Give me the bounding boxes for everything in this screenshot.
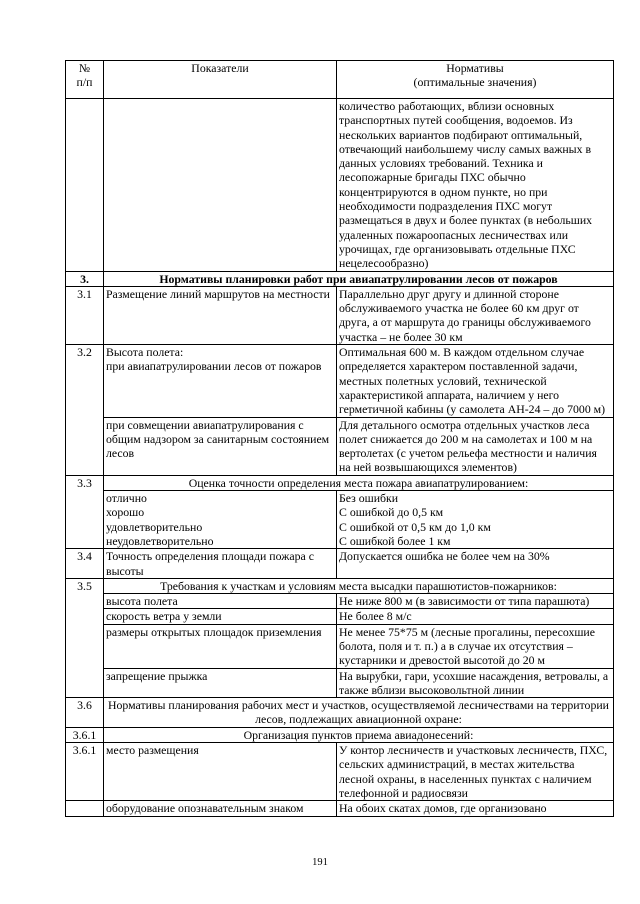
norm-cell: Без ошибки С ошибкой до 0,5 км С ошибкой от 0,5 км до 1,0 км С ошибкой более 1 км [337, 491, 614, 549]
table-row [66, 668, 614, 698]
row-3-4 [66, 549, 614, 579]
section-3-row [66, 271, 614, 286]
indicator-cell: размеры открытых площадок приземления [104, 624, 337, 668]
table-row [66, 594, 614, 609]
row-number: 3.6.1 [66, 743, 104, 801]
norm-cell: У контор лесничеств и участковых лесничеств, ПХС, сельских администраций, в местах жительства лесной охраны, в населенных пунктах с наличием телефонной и радиосвязи [337, 743, 614, 801]
subsection-title: Оценка точности определения места пожара авиапатрулированием: [104, 475, 614, 490]
row-number: 3.5 [66, 578, 104, 697]
row-number: 3.3 [66, 475, 104, 548]
norm-cell: Не ниже 800 м (в зависимости от типа парашюта) [337, 594, 614, 609]
indicator-cell: высота полета [104, 594, 337, 609]
table-row [66, 743, 614, 801]
section-number: 3. [66, 271, 104, 286]
indicator-cell: скорость ветра у земли [104, 609, 337, 624]
header-norms-cell: Нормативы (оптимальные значения) [337, 61, 614, 99]
continuation-text: количество работающих, вблизи основных транспортных путей сообщения, водоемов. Из нескольких вариантов подбирают оптимальный, отвечающий наибольшему числу самых важных в данных условиях требований. Техника и лесопожарные бригады ПХС обычно концентрируются в одном пункте, но при необходимости подразделения ПХС могут размещаться в двух и более пунктах (в небольших удаленных пожароопасных лесничествах или урочищах, где организовывать отдельные ПХС нецелесообразно) [337, 99, 614, 272]
table-row [66, 609, 614, 624]
subsection-title: Нормативы планирования рабочих мест и участков, осуществляемой лесничествами на территории лесов, подлежащих авиационной охране: [104, 698, 614, 728]
row-number: 3.4 [66, 549, 104, 579]
indicator-cell: Точность определения площади пожара с высоты [104, 549, 337, 579]
row-3-2 [66, 345, 614, 417]
norm-cell: Не менее 75*75 м (лесные прогалины, пересохшие болота, поля и т. п.) а в случае их отсутствия – кустарники и древостой высотой до 20 м [337, 624, 614, 668]
norm-cell: Оптимальная 600 м. В каждом отдельном случае определяется характером поставленной задачи, местных полетных условий, технической характеристикой аппарата, наличием у него герметичной кабины (у самолета АН-24 – до 7000 м) [337, 345, 614, 417]
page-number: 191 [312, 857, 328, 868]
continuation-row [66, 99, 614, 272]
row-number: 3.2 [66, 345, 104, 476]
norm-cell: Допускается ошибка не более чем на 30% [337, 549, 614, 579]
indicator-cell: Высота полета: при авиапатрулировании лесов от пожаров [104, 345, 337, 417]
row-3-3-grades [66, 491, 614, 549]
norm-cell: Для детального осмотра отдельных участков леса полет снижается до 200 м на самолетах и 100 м на вертолетах (с учетом рельефа местности и наличия на ней возвышающихся элементов) [337, 417, 614, 475]
table-header-row [66, 61, 614, 99]
norm-cell: Не более 8 м/с [337, 609, 614, 624]
row-3-6 [66, 698, 614, 728]
row-number: 3.1 [66, 286, 104, 344]
indicator-cell: оборудование опознавательным знаком [104, 801, 337, 816]
norm-cell: На обоих скатах домов, где организовано [337, 801, 614, 816]
norm-cell: Параллельно друг другу и длинной стороне обслуживаемого участка не более 60 км друг от друга, а от маршрута до границы обслуживаемого участка – не более 30 км [337, 286, 614, 344]
norms-table [65, 60, 614, 817]
indicator-cell: запрещение прыжка [104, 668, 337, 698]
norm-cell: На вырубки, гари, усохшие насаждения, ветровалы, а также вблизи высоковольтной линии [337, 668, 614, 698]
indicator-cell: при совмещении авиапатрулирования с общим надзором за санитарным состоянием лесов [104, 417, 337, 475]
subsection-title: Требования к участкам и условиям места высадки парашютистов-пожарников: [104, 578, 614, 593]
row-3-2-sub [66, 417, 614, 475]
row-number: 3.6 [66, 698, 104, 728]
header-indicators-cell: Показатели [104, 61, 337, 99]
row-3-5 [66, 578, 614, 593]
section-title: Нормативы планировки работ при авиапатрулировании лесов от пожаров [104, 271, 614, 286]
row-number [66, 801, 104, 816]
row-3-3 [66, 475, 614, 490]
header-number-cell: № п/п [66, 61, 104, 99]
indicator-cell: место размещения [104, 743, 337, 801]
row-3-1 [66, 286, 614, 344]
table-row [66, 801, 614, 816]
subsection-title: Организация пунктов приема авиадонесений: [104, 727, 614, 742]
indicator-cell: отлично хорошо удовлетворительно неудовлетворительно [104, 491, 337, 549]
row-3-6-1 [66, 727, 614, 742]
table-row [66, 624, 614, 668]
row-number: 3.6.1 [66, 727, 104, 742]
indicator-cell: Размещение линий маршрутов на местности [104, 286, 337, 344]
